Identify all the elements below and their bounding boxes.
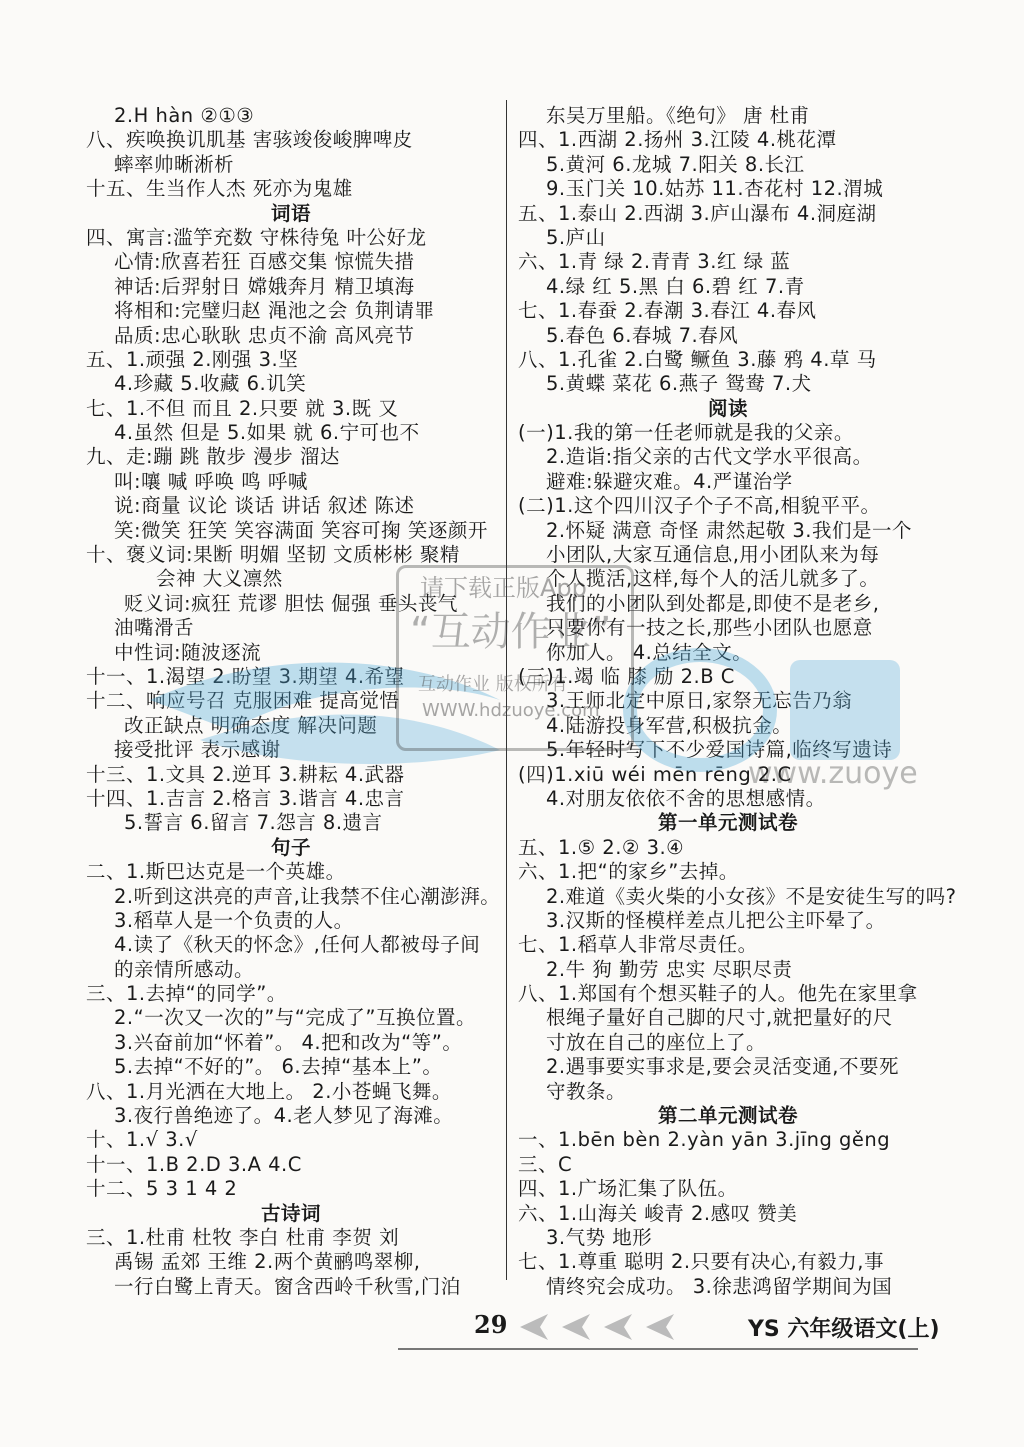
answer-line: 2.听到这洪亮的声音,让我禁不住心潮澎湃。	[114, 884, 501, 908]
answer-line: (二)1.这个四川汉子个子不高,相貌平平。	[518, 494, 881, 518]
answer-line: 六、1.山海关 峻青 2.感叹 赞美	[518, 1201, 798, 1225]
answer-line: 只要你有一技之长,那些小团队也愿意	[546, 616, 873, 640]
answer-line: 2.遇事要实事求是,要会灵活变通,不要死	[546, 1055, 900, 1079]
answer-line: 5.年轻时写下不少爱国诗篇,临终写遗诗	[546, 738, 893, 762]
answer-line: 七、1.春蚕 2.春潮 3.春江 4.春风	[518, 299, 817, 323]
answer-line: 禹锡 孟郊 王维 2.两个黄鹂鸣翠柳,	[114, 1250, 421, 1274]
answer-line: 一行白鹭上青天。窗含西岭千秋雪,门泊	[114, 1274, 461, 1298]
answer-line: 四、寓言:滥竽充数 守株待兔 叶公好龙	[86, 225, 427, 249]
answer-line: 二、1.斯巴达克是一个英雄。	[86, 860, 346, 884]
section-heading: 词语	[270, 201, 311, 225]
answer-line: 八、1.郑国有个想买鞋子的人。他先在家里拿	[518, 982, 918, 1006]
watermark-line4: WWW.hdzuoye.com	[422, 700, 600, 721]
answer-line: (一)1.我的第一任老师就是我的父亲。	[518, 421, 854, 445]
answer-line: 东吴万里船。《绝句》 唐 杜甫	[546, 104, 810, 127]
answer-line: 叫:嚷 喊 呼唤 鸣 呼喊	[114, 469, 308, 493]
answer-line: 守教条。	[546, 1079, 627, 1103]
answer-line: 2.难道《卖火柴的小女孩》不是安徒生写的吗?	[546, 884, 957, 908]
section-heading: 第二单元测试卷	[657, 1104, 798, 1128]
answer-line: 我们的小团队到处都是,即使不是老乡,	[546, 591, 880, 615]
watermark-block	[790, 660, 900, 760]
answer-line: 七、1.尊重 聪明 2.只要有决心,有毅力,事	[518, 1250, 885, 1274]
answer-line: 油嘴滑舌	[114, 616, 195, 640]
answer-line: 接受批评 表示感谢	[114, 738, 281, 762]
watermark-line1: 请下载正版App	[420, 574, 587, 602]
answer-line: 四、1.广场汇集了队伍。	[518, 1177, 738, 1201]
answer-line: 情终究会成功。 3.徐悲鸿留学期间为国	[546, 1274, 893, 1298]
answer-line: 9.玉门关 10.姑苏 11.杏花村 12.渭城	[546, 177, 884, 201]
answer-line: 笑:微笑 狂笑 笑容满面 笑容可掬 笑逐颜开	[114, 518, 488, 542]
answer-line: 4.虽然 但是 5.如果 就 6.宁可也不	[114, 421, 420, 445]
answer-line: 3.王师北定中原日,家祭无忘告乃翁	[546, 689, 853, 713]
answer-line: 小团队,大家互通信息,用小团队来为每	[546, 543, 880, 567]
answer-line: 2.牛 狗 勤劳 忠实 尽职尽责	[546, 957, 793, 981]
answer-line: 根绳子量好自己脚的尺寸,就把量好的尺	[546, 1006, 893, 1030]
answer-line: 5.春色 6.春城 7.春风	[546, 323, 739, 347]
answer-line: 品质:忠心耿耿 忠贞不渝 高风亮节	[114, 323, 415, 347]
answer-line: 2.怀疑 满意 奇怪 肃然起敬 3.我们是一个	[546, 518, 913, 542]
answer-line: 十二、5 3 1 4 2	[86, 1177, 238, 1201]
answer-line: (三)1.竭 临 膝 励 2.B C	[518, 664, 735, 688]
watermark-line2: “互动作业”	[410, 609, 612, 655]
answer-line: 十、1.√ 3.√	[86, 1128, 198, 1152]
section-heading: 句子	[270, 835, 311, 859]
answer-line: 十、褒义词:果断 明媚 坚韧 文质彬彬 聚精	[86, 543, 460, 567]
answer-line: 你加人。 4.总结全文。	[546, 640, 753, 664]
answer-line: 3.汉斯的怪模样差点儿把公主吓晕了。	[546, 908, 886, 932]
answer-line: 一、1.bēn bèn 2.yàn yān 3.jīng gěng	[518, 1128, 891, 1152]
answer-line: 5.黄蝶 菜花 6.燕子 鸳鸯 7.犬	[546, 372, 812, 396]
section-heading: 古诗词	[260, 1201, 321, 1225]
answer-line: 3.夜行兽绝迹了。4.老人梦见了海滩。	[114, 1104, 454, 1128]
answer-line: 5.去掉“不好的”。 6.去掉“基本上”。	[114, 1055, 443, 1079]
page-number: 29	[474, 1310, 508, 1339]
book-label: YS 六年级语文(上)	[748, 1317, 940, 1342]
answer-line: 避难:躲避灾难。4.严谨治学	[546, 469, 793, 493]
answer-line: 四、1.西湖 2.扬州 3.江陵 4.桃花潭	[518, 128, 837, 152]
answer-line: 会神 大义凛然	[156, 567, 283, 591]
answer-line: 八、1.月光洒在大地上。 2.小苍蝇飞舞。	[86, 1079, 452, 1103]
answer-line: 十五、生当作人杰 死亦为鬼雄	[86, 177, 353, 201]
answer-line: 六、1.把“的家乡”去掉。	[518, 860, 739, 884]
answer-line: 五、1.泰山 2.西湖 3.庐山瀑布 4.洞庭湖	[518, 201, 877, 225]
answer-line: (四)1.xiū wéi mēn rēng 2.C	[518, 762, 792, 786]
answer-line: 3.气势 地形	[546, 1225, 653, 1249]
answer-line: 贬义词:疯狂 荒谬 胆怯 倔强 垂头丧气	[124, 591, 458, 615]
answer-line: 五、1.⑤ 2.② 3.④	[518, 835, 685, 859]
answer-line: 三、C	[518, 1152, 573, 1176]
watermark-circle	[630, 655, 770, 765]
answer-line: 八、1.孔雀 2.白鹭 鳜鱼 3.藤 鸦 4.草 马	[518, 347, 877, 371]
answer-line: 2.“一次又一次的”与“完成了”互换位置。	[114, 1006, 477, 1030]
answer-line: 五、1.顽强 2.刚强 3.坚	[86, 347, 299, 371]
answer-line: 蟀率帅晰淅析	[114, 152, 235, 176]
answer-line: 3.兴奋前加“怀着”。 4.把和改为“等”。	[114, 1030, 463, 1054]
footer-rule	[398, 1348, 918, 1350]
answer-line: 改正缺点 明确态度 解决问题	[124, 713, 378, 737]
answer-line: 六、1.青 绿 2.青青 3.红 绿 蓝	[518, 250, 791, 274]
answer-line: 九、走:蹦 跳 散步 漫步 溜达	[86, 445, 340, 469]
answer-line: 心情:欣喜若狂 百感交集 惊慌失措	[114, 250, 415, 274]
answer-line: 2.H hàn ②①③	[114, 104, 255, 127]
page-footer	[0, 1310, 1024, 1350]
answer-line: 说:商量 议论 谈话 讲话 叙述 陈述	[114, 494, 415, 518]
answer-line: 寸放在自己的座位上了。	[546, 1030, 767, 1054]
answer-line: 个人揽活,这样,每个人的活儿就多了。	[546, 567, 880, 591]
answer-line: 十一、1.渴望 2.盼望 3.期望 4.希望	[86, 664, 405, 688]
answer-line: 七、1.稻草人非常尽责任。	[518, 933, 758, 957]
answer-line: 4.读了《秋天的怀念》,任何人都被母子间	[114, 933, 481, 957]
answer-line: 十三、1.文具 2.逆耳 3.耕耘 4.武器	[86, 762, 405, 786]
answer-line: 4.对朋友依依不舍的思想感情。	[546, 786, 826, 810]
answer-line: 4.珍藏 5.收藏 6.讥笑	[114, 372, 307, 396]
answer-line: 4.陆游投身军营,积极抗金。	[546, 713, 793, 737]
answer-line: 将相和:完璧归赵 渑池之会 负荆请罪	[114, 299, 435, 323]
answer-line: 的亲情所感动。	[114, 957, 255, 981]
answer-line: 4.绿 红 5.黑 白 6.碧 红 7.青	[546, 274, 805, 298]
watermark-url: www.zuoye	[748, 756, 918, 791]
answer-line: 三、1.去掉“的同学”。	[86, 982, 287, 1006]
answer-line: 神话:后羿射日 嫦娥奔月 精卫填海	[114, 274, 415, 298]
section-heading: 阅读	[707, 396, 748, 420]
watermark-line3: 互动作业 版权所有	[418, 674, 568, 695]
answer-line: 十二、响应号召 克服困难 提高觉悟	[86, 689, 400, 713]
answer-line: 八、疾唤换讥肌基 害骇竣俊峻脾啤皮	[86, 128, 413, 152]
section-heading: 第一单元测试卷	[657, 811, 798, 835]
answer-line: 七、1.不但 而且 2.只要 就 3.既 又	[86, 396, 399, 420]
answer-line: 三、1.杜甫 杜牧 李白 杜甫 李贺 刘	[86, 1225, 400, 1249]
answer-line: 5.黄河 6.龙城 7.阳关 8.长江	[546, 152, 805, 176]
answer-line: 十一、1.B 2.D 3.A 4.C	[86, 1152, 302, 1176]
answer-line: 5.誓言 6.留言 7.怨言 8.遗言	[124, 811, 383, 835]
answer-line: 中性词:随波逐流	[114, 640, 262, 664]
answer-line: 5.庐山	[546, 225, 606, 249]
answer-line: 十四、1.吉言 2.格言 3.谐言 4.忠言	[86, 786, 405, 810]
answer-line: 2.造诣:指父亲的古代文学水平很高。	[546, 445, 873, 469]
answer-line: 3.稻草人是一个负责的人。	[114, 908, 354, 932]
arrow-decoration-icon	[518, 1312, 688, 1342]
